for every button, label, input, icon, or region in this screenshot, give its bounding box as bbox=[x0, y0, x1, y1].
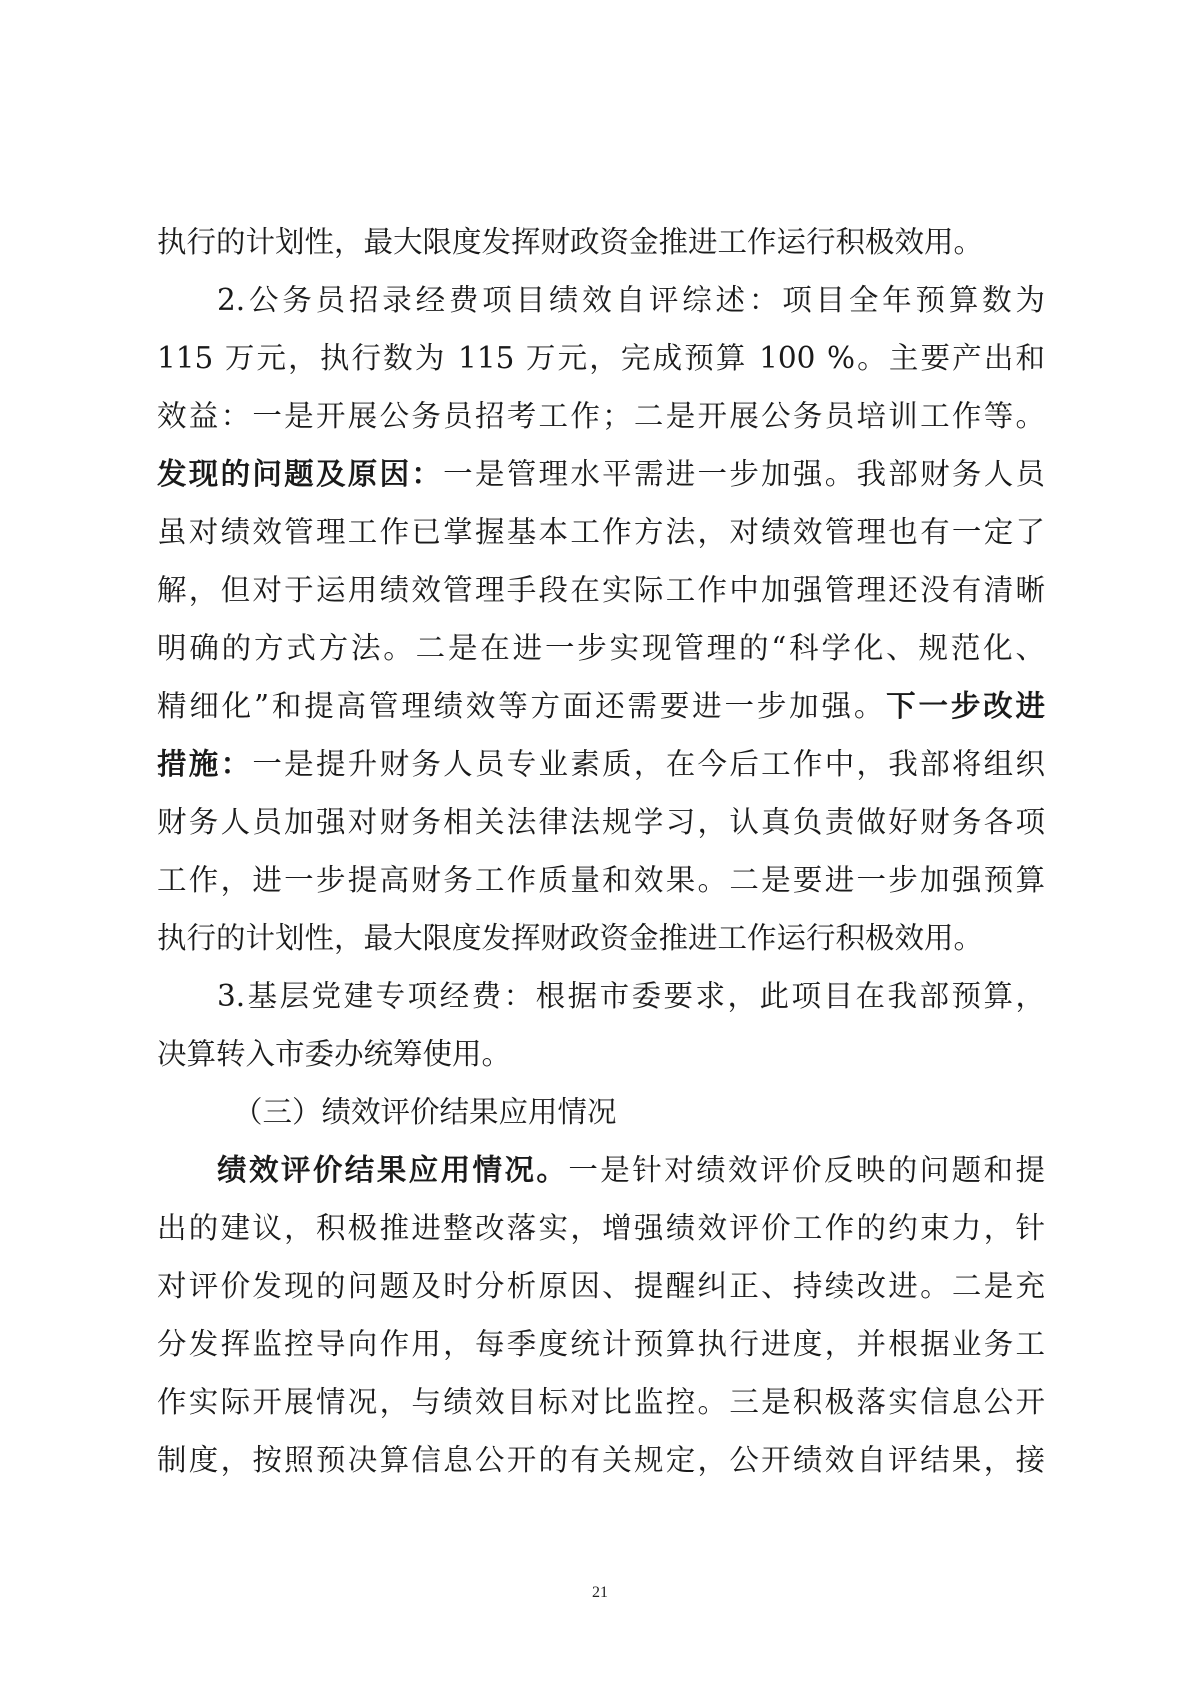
text-line bbox=[157, 1431, 1045, 1489]
body-text: 执行的计划性，最大限度发挥财政资金推进工作运行积极效用。 bbox=[157, 921, 984, 955]
body-text: 执行的计划性，最大限度发挥财政资金推进工作运行积极效用。 bbox=[157, 225, 984, 259]
text-line bbox=[157, 851, 1045, 909]
body-text: 作实际开展情况，与绩效目标对比监控。三是积极落实信息公开 bbox=[157, 1385, 1045, 1419]
body-text: 2.公务员招录经费项目绩效自评综述：项目全年预算数为 bbox=[217, 283, 1045, 317]
bold-heading-text: 绩效评价结果应用情况。 bbox=[217, 1152, 569, 1187]
text-line bbox=[157, 1141, 1045, 1199]
body-text: 工作，进一步提高财务工作质量和效果。二是要进一步加强预算 bbox=[157, 863, 1045, 897]
text-line bbox=[157, 561, 1045, 619]
body-text: 分发挥监控导向作用，每季度统计预算执行进度，并根据业务工 bbox=[157, 1327, 1045, 1361]
text-line bbox=[157, 1373, 1045, 1431]
bold-heading-text: 下一步改进 bbox=[886, 688, 1045, 723]
text-line bbox=[157, 619, 1045, 677]
document-body bbox=[157, 213, 1045, 1489]
body-text: 对评价发现的问题及时分析原因、提醒纠正、持续改进。二是充 bbox=[157, 1269, 1045, 1303]
text-line bbox=[157, 1315, 1045, 1373]
text-line bbox=[157, 445, 1045, 503]
text-line bbox=[157, 1025, 1045, 1083]
text-line bbox=[157, 271, 1045, 329]
body-text: 效益：一是开展公务员招考工作；二是开展公务员培训工作等。 bbox=[157, 399, 1045, 433]
body-text: 虽对绩效管理工作已掌握基本工作方法，对绩效管理也有一定了 bbox=[157, 515, 1045, 549]
bold-heading-text: 措施： bbox=[157, 746, 253, 781]
text-line bbox=[157, 329, 1045, 387]
body-text: 出的建议，积极推进整改落实，增强绩效评价工作的约束力，针 bbox=[157, 1211, 1045, 1245]
body-text: 制度，按照预决算信息公开的有关规定，公开绩效自评结果，接 bbox=[157, 1443, 1045, 1477]
text-line bbox=[157, 1257, 1045, 1315]
text-line bbox=[157, 909, 1045, 967]
body-text: 财务人员加强对财务相关法律法规学习，认真负责做好财务各项 bbox=[157, 805, 1045, 839]
body-text: 115 万元，执行数为 115 万元，完成预算 100 %。主要产出和 bbox=[157, 341, 1045, 375]
body-text: 明确的方式方法。二是在进一步实现管理的“科学化、规范化、 bbox=[157, 631, 1045, 665]
body-text: 一是针对绩效评价反映的问题和提 bbox=[568, 1153, 1045, 1187]
text-line bbox=[157, 967, 1045, 1025]
text-line bbox=[157, 1083, 1045, 1141]
body-text: 精细化”和提高管理绩效等方面还需要进一步加强。 bbox=[157, 689, 887, 723]
body-text: 决算转入市委办统筹使用。 bbox=[157, 1037, 512, 1071]
body-text: 一是管理水平需进一步加强。我部财务人员 bbox=[443, 457, 1045, 491]
text-line bbox=[157, 735, 1045, 793]
body-text: 3.基层党建专项经费：根据市委要求，此项目在我部预算， bbox=[217, 979, 1045, 1013]
body-text: （三）绩效评价结果应用情况 bbox=[233, 1095, 617, 1129]
text-line bbox=[157, 1199, 1045, 1257]
text-line bbox=[157, 793, 1045, 851]
body-text: 解，但对于运用绩效管理手段在实际工作中加强管理还没有清晰 bbox=[157, 573, 1045, 607]
text-line bbox=[157, 677, 1045, 735]
text-line bbox=[157, 213, 1045, 271]
body-text: 一是提升财务人员专业素质，在今后工作中，我部将组织 bbox=[252, 747, 1045, 781]
text-line bbox=[157, 503, 1045, 561]
text-line bbox=[157, 387, 1045, 445]
page-number: 21 bbox=[592, 1584, 608, 1601]
bold-heading-text: 发现的问题及原因： bbox=[157, 456, 444, 491]
